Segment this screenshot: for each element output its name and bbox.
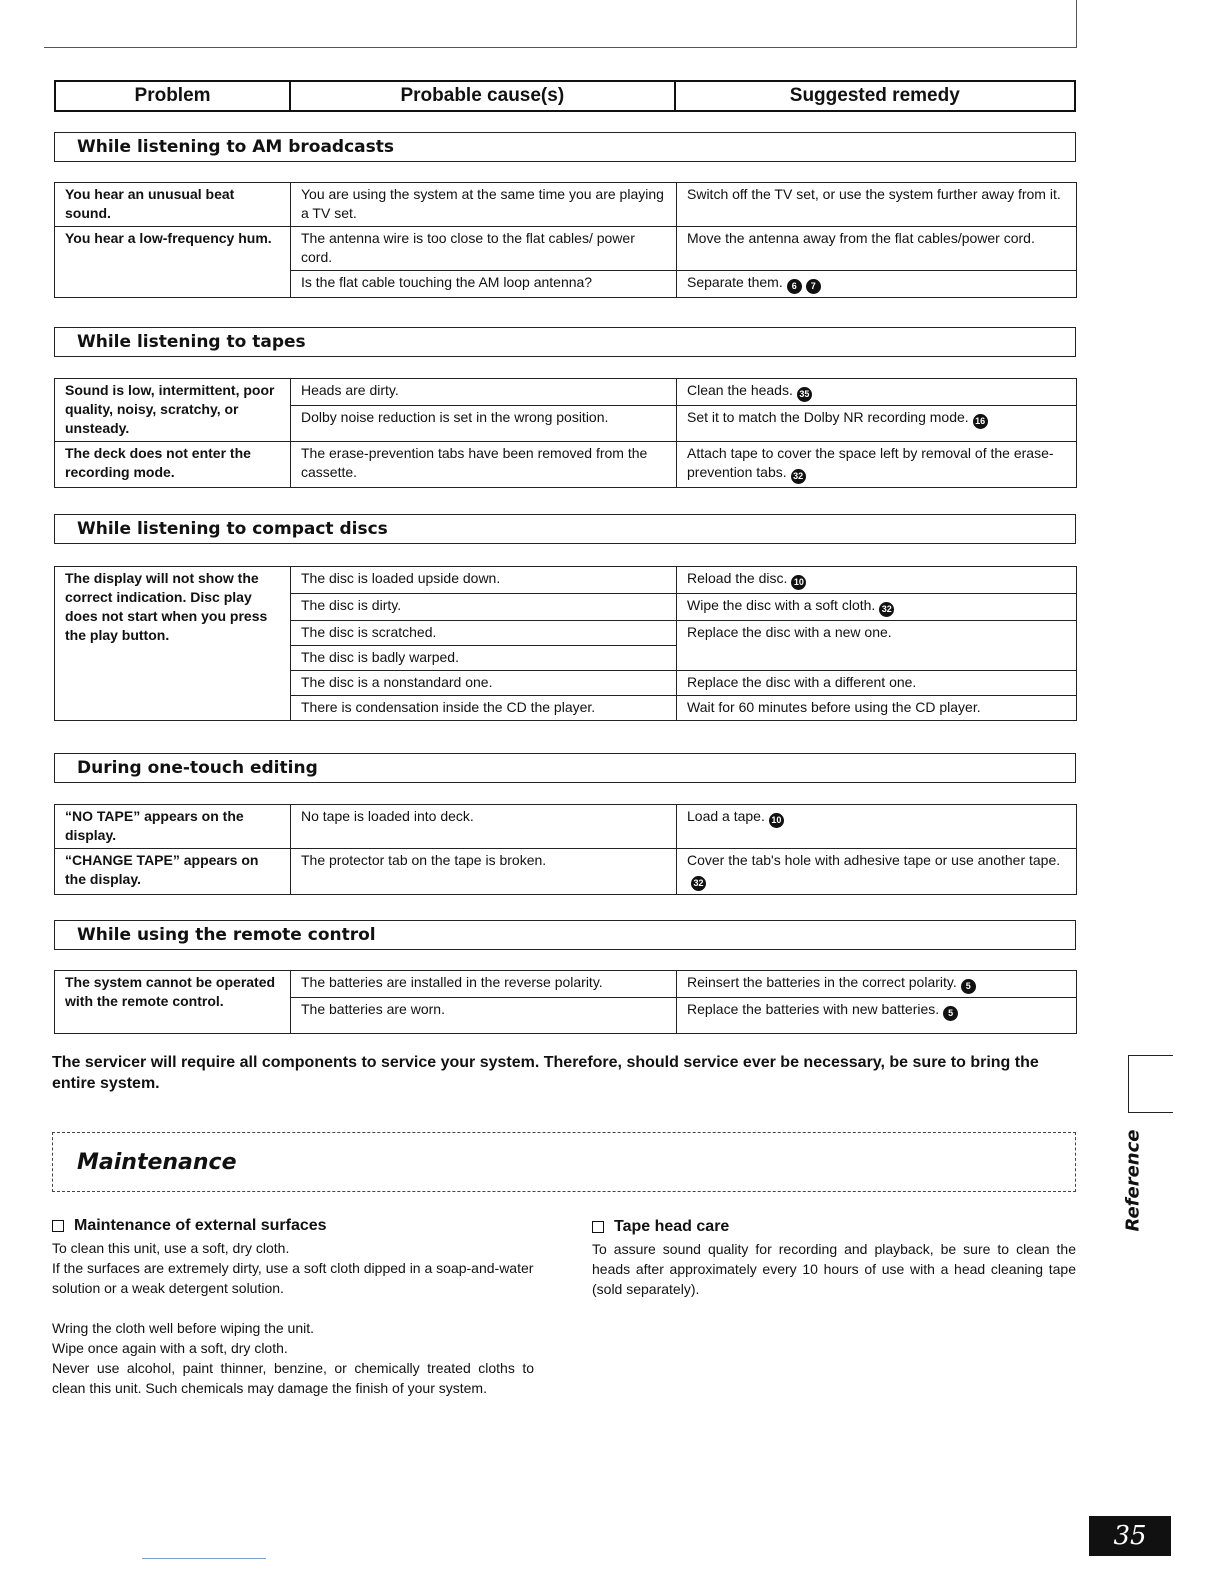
cause-cell: The batteries are installed in the reverse polarity.	[291, 971, 677, 998]
header-cause: Probable cause(s)	[291, 82, 675, 110]
reference-number-icon: 32	[879, 602, 894, 617]
remedy-cell	[677, 805, 1077, 849]
page-number: 35	[1089, 1516, 1171, 1556]
tape-head-section	[592, 1217, 1076, 1299]
paragraph: If the surfaces are extremely dirty, use a soft cloth dipped in a soap-and-water solution or a weak detergent solution.	[52, 1260, 534, 1296]
problem-cell: “CHANGE TAPE” appears on the display.	[55, 849, 291, 895]
remedy-text: Reinsert the batteries in the correct polarity.	[687, 974, 957, 990]
cause-cell: The disc is scratched.	[291, 621, 677, 646]
table-row	[55, 805, 1077, 849]
table-row	[55, 183, 1077, 227]
header-problem: Problem	[56, 82, 291, 110]
problem-cell: The system cannot be operated with the remote control.	[55, 971, 291, 1034]
reference-number-icon: 16	[973, 414, 988, 429]
cause-cell: The disc is loaded upside down.	[291, 567, 677, 594]
remedy-text: Set it to match the Dolby NR recording mode.	[687, 409, 969, 425]
paragraph: Wipe once again with a soft, dry cloth.	[52, 1340, 288, 1356]
remedy-cell: Wait for 60 minutes before using the CD player.	[677, 696, 1077, 721]
remedy-cell	[677, 379, 1077, 406]
tape-head-heading-text: Tape head care	[614, 1218, 730, 1235]
cause-cell: The batteries are worn.	[291, 998, 677, 1034]
cause-cell: The antenna wire is too close to the flat cables/ power cord.	[291, 227, 677, 271]
cd-table	[54, 566, 1077, 721]
section-am-title: While listening to AM broadcasts	[54, 132, 1076, 162]
cause-cell: The disc is badly warped.	[291, 646, 677, 671]
section-cd-title: While listening to compact discs	[54, 514, 1076, 544]
section-edit-title: During one-touch editing	[54, 753, 1076, 783]
cause-cell: Dolby noise reduction is set in the wrong position.	[291, 406, 677, 442]
paragraph: To clean this unit, use a soft, dry cloth.	[52, 1240, 290, 1256]
remedy-cell	[677, 567, 1077, 594]
tapes-table	[54, 378, 1077, 488]
reference-side-label	[1118, 1125, 1148, 1235]
top-vertical-rule	[1076, 0, 1077, 48]
table-header	[54, 80, 1076, 112]
section-remote-title: While using the remote control	[54, 920, 1076, 950]
header-remedy: Suggested remedy	[789, 85, 960, 106]
reference-number-icon: 10	[769, 813, 784, 828]
table-row	[55, 849, 1077, 895]
remedy-cell	[677, 594, 1077, 621]
square-bullet-icon	[592, 1221, 604, 1233]
remedy-text: Clean the heads.	[687, 382, 793, 398]
external-surfaces-section	[52, 1216, 534, 1398]
paragraph: To assure sound quality for recording and playback, be sure to clean the heads after approximately every 10 hours of use with a head cleaning tape (sold separately).	[592, 1241, 1076, 1297]
reference-number-icon: 5	[961, 979, 976, 994]
cause-cell: You are using the system at the same time you are playing a TV set.	[291, 183, 677, 227]
problem-cell: You hear a low-frequency hum.	[55, 227, 291, 298]
remedy-cell	[677, 971, 1077, 998]
cause-cell: The disc is dirty.	[291, 594, 677, 621]
section-tapes-title: While listening to tapes	[54, 327, 1076, 357]
am-table	[54, 182, 1077, 298]
tape-head-heading	[592, 1217, 1076, 1237]
cause-cell: No tape is loaded into deck.	[291, 805, 677, 849]
problem-cell: “NO TAPE” appears on the display.	[55, 805, 291, 849]
maintenance-title: Maintenance	[52, 1132, 1076, 1192]
bottom-rule	[142, 1558, 266, 1559]
remedy-text: Wipe the disc with a soft cloth.	[687, 597, 876, 613]
remedy-text: Reload the disc.	[687, 570, 788, 586]
paragraph: Wring the cloth well before wiping the unit.	[52, 1320, 314, 1336]
service-note: The servicer will require all components to service your system. Therefore, should service ever be necessary, be sure to bring the entire system.	[52, 1054, 1039, 1092]
remote-table	[54, 970, 1077, 1034]
remedy-text: Replace the batteries with new batteries.	[687, 1001, 940, 1017]
remedy-text: Cover the tab's hole with adhesive tape or use another tape.	[687, 852, 1061, 868]
reference-number-icon: 7	[806, 279, 821, 294]
reference-number-icon: 32	[691, 876, 706, 891]
cause-cell: The erase-prevention tabs have been removed from the cassette.	[291, 442, 677, 488]
remedy-cell: Switch off the TV set, or use the system further away from it.	[677, 183, 1077, 227]
remedy-cell	[677, 998, 1077, 1034]
table-row	[55, 971, 1077, 998]
remedy-text: Load a tape.	[687, 808, 765, 824]
remedy-cell	[677, 271, 1077, 298]
remedy-text: Separate them.	[687, 274, 783, 290]
table-row	[55, 227, 1077, 271]
cause-cell: Is the flat cable touching the AM loop antenna?	[291, 271, 677, 298]
paragraph: Never use alcohol, paint thinner, benzine, or chemically treated cloths to clean this unit. Such chemicals may damage the finish of your system.	[52, 1360, 534, 1396]
cause-cell: There is condensation inside the CD the player.	[291, 696, 677, 721]
cause-cell: The protector tab on the tape is broken.	[291, 849, 677, 895]
reference-number-icon: 32	[791, 469, 806, 484]
edit-table	[54, 804, 1077, 895]
reference-number-icon: 35	[797, 387, 812, 402]
reference-number-icon: 10	[791, 575, 806, 590]
reference-number-icon: 5	[943, 1006, 958, 1021]
remedy-text: Attach tape to cover the space left by removal of the erase-prevention tabs.	[687, 445, 1054, 480]
cause-cell: Heads are dirty.	[291, 379, 677, 406]
external-surfaces-heading-text: Maintenance of external surfaces	[74, 1217, 327, 1234]
table-row	[55, 442, 1077, 488]
reference-number-icon: 6	[787, 279, 802, 294]
table-row	[55, 379, 1077, 406]
external-surfaces-heading	[52, 1216, 534, 1236]
top-rule	[44, 47, 1076, 48]
reference-tab-marker	[1128, 1055, 1173, 1113]
remedy-cell: Replace the disc with a new one.	[677, 621, 1077, 671]
problem-cell: The deck does not enter the recording mode.	[55, 442, 291, 488]
remedy-cell	[677, 849, 1077, 895]
square-bullet-icon	[52, 1220, 64, 1232]
remedy-cell: Move the antenna away from the flat cables/power cord.	[677, 227, 1077, 271]
remedy-cell	[677, 442, 1077, 488]
reference-side-label-text: Reference	[1122, 1129, 1144, 1231]
table-row	[55, 567, 1077, 594]
cause-cell: The disc is a nonstandard one.	[291, 671, 677, 696]
problem-cell: Sound is low, intermittent, poor quality, noisy, scratchy, or unsteady.	[55, 379, 291, 442]
remedy-cell	[677, 406, 1077, 442]
remedy-cell: Replace the disc with a different one.	[677, 671, 1077, 696]
problem-cell: The display will not show the correct indication. Disc play does not start when you press the play button.	[55, 567, 291, 721]
problem-cell: You hear an unusual beat sound.	[55, 183, 291, 227]
